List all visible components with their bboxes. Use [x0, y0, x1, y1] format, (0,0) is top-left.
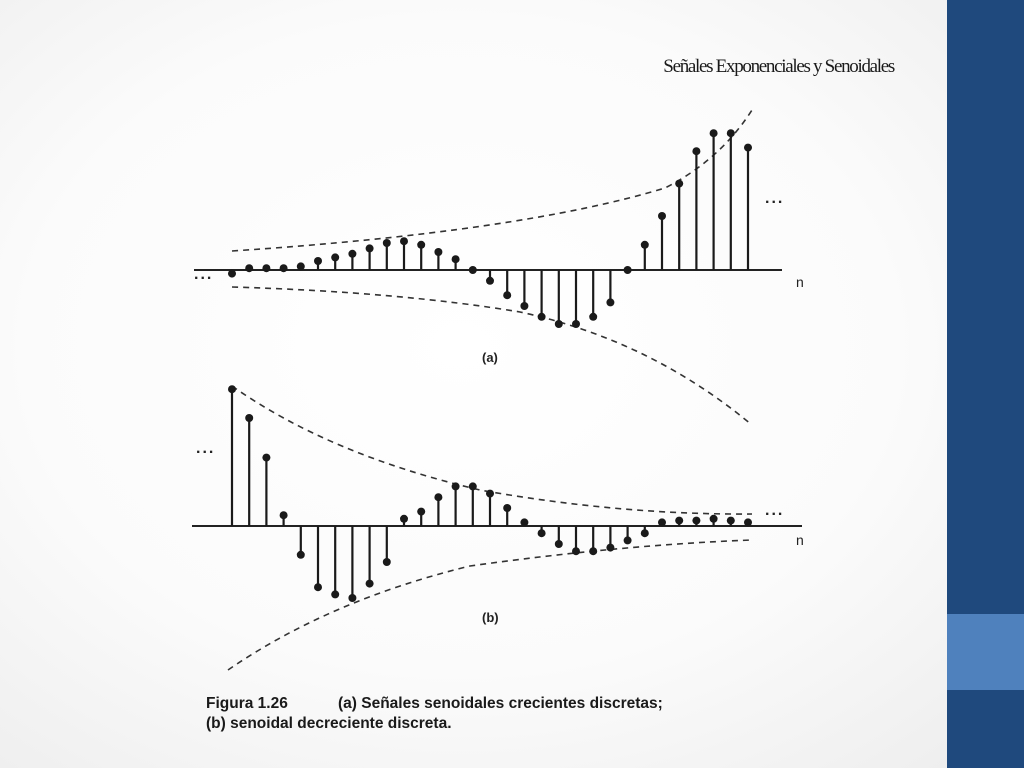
panel-b-sample-point: [641, 529, 649, 537]
panel-a-sample-point: [297, 262, 305, 270]
panel-a-sample-point: [383, 239, 391, 247]
panel-b-sample-point: [606, 544, 614, 552]
panel-b-sample-point: [624, 536, 632, 544]
panel-b-sample-point: [228, 385, 236, 393]
panel-b-sample-point: [366, 580, 374, 588]
panel-b-sample-point: [280, 511, 288, 519]
panel-a-sample-point: [417, 241, 425, 249]
panel-b-sample-point: [503, 504, 511, 512]
panel-a-sample-point: [624, 266, 632, 274]
panel-a-sample-point: [606, 298, 614, 306]
figure-caption: [206, 694, 663, 734]
panel-b-sample-point: [417, 508, 425, 516]
panel-b-right-ellipsis: ...: [765, 502, 785, 519]
panel-b-sample-point: [538, 529, 546, 537]
panel-b-sample-point: [314, 583, 322, 591]
panel-a-sample-point: [658, 212, 666, 220]
panel-b-sample-point: [469, 482, 477, 490]
slide-title: Señales Exponenciales y Senoidales: [663, 56, 894, 77]
panel-a-sample-point: [400, 237, 408, 245]
panel-a-left-ellipsis: ...: [194, 266, 214, 283]
panel-b-sample-point: [692, 517, 700, 525]
panel-b-sample-point: [331, 590, 339, 598]
panel-b-sample-point: [400, 515, 408, 523]
sidebar-accent-block: [947, 614, 1024, 690]
panel-a-sample-point: [434, 248, 442, 256]
panel-a-sample-point: [348, 250, 356, 258]
panel-a-sample-point: [503, 291, 511, 299]
panel-a-sample-point: [520, 302, 528, 310]
panel-a-right-ellipsis: ...: [765, 190, 785, 207]
panel-a-sample-point: [245, 264, 253, 272]
panel-a-sample-point: [486, 277, 494, 285]
panel-a-sample-point: [366, 244, 374, 252]
panel-a-sample-point: [589, 313, 597, 321]
panel-a-sample-point: [692, 147, 700, 155]
panel-b-axis-label: n: [796, 532, 804, 548]
panel-a-sample-point: [727, 129, 735, 137]
panel-b-label: (b): [482, 610, 499, 625]
panel-a-axis-label: n: [796, 274, 804, 290]
panel-b-left-ellipsis: ...: [196, 440, 216, 457]
panel-a-envelope-upper: [232, 110, 752, 251]
panel-b-sample-point: [555, 540, 563, 548]
panel-b-sample-point: [383, 558, 391, 566]
panel-a-sample-point: [538, 313, 546, 321]
panel-b-sample-point: [727, 517, 735, 525]
caption-line-2: (b) senoidal decreciente discreta.: [206, 715, 452, 732]
panel-b-sample-point: [589, 547, 597, 555]
panel-b-sample-point: [710, 515, 718, 523]
caption-line-1: (a) Señales senoidales crecientes discretas;: [338, 695, 663, 712]
panel-a-sample-point: [641, 241, 649, 249]
panel-b-sample-point: [486, 490, 494, 498]
panel-a-sample-point: [675, 180, 683, 188]
panel-b-sample-point: [452, 482, 460, 490]
panel-a-sample-point: [452, 255, 460, 263]
panel-a-sample-point: [469, 266, 477, 274]
panel-a-sample-point: [331, 253, 339, 261]
panel-b-sample-point: [297, 551, 305, 559]
panel-a-sample-point: [262, 264, 270, 272]
panel-a-sample-point: [280, 264, 288, 272]
panel-b-sample-point: [744, 518, 752, 526]
panel-b-sample-point: [520, 518, 528, 526]
panel-b-sample-point: [572, 547, 580, 555]
panel-a-sample-point: [744, 144, 752, 152]
panel-a-sample-point: [710, 129, 718, 137]
panel-b-sample-point: [245, 414, 253, 422]
panel-a-label: (a): [482, 350, 498, 365]
panel-b-envelope-lower: [228, 540, 752, 670]
panel-b-sample-point: [348, 594, 356, 602]
panel-a-sample-point: [314, 257, 322, 265]
panel-b-sample-point: [262, 454, 270, 462]
panel-b-sample-point: [675, 517, 683, 525]
panel-a-sample-point: [572, 320, 580, 328]
panel-b-sample-point: [658, 518, 666, 526]
panel-a-sample-point: [228, 270, 236, 278]
panel-b-sample-point: [434, 493, 442, 501]
panel-a-sample-point: [555, 320, 563, 328]
caption-figure-number: Figura 1.26: [206, 695, 288, 712]
